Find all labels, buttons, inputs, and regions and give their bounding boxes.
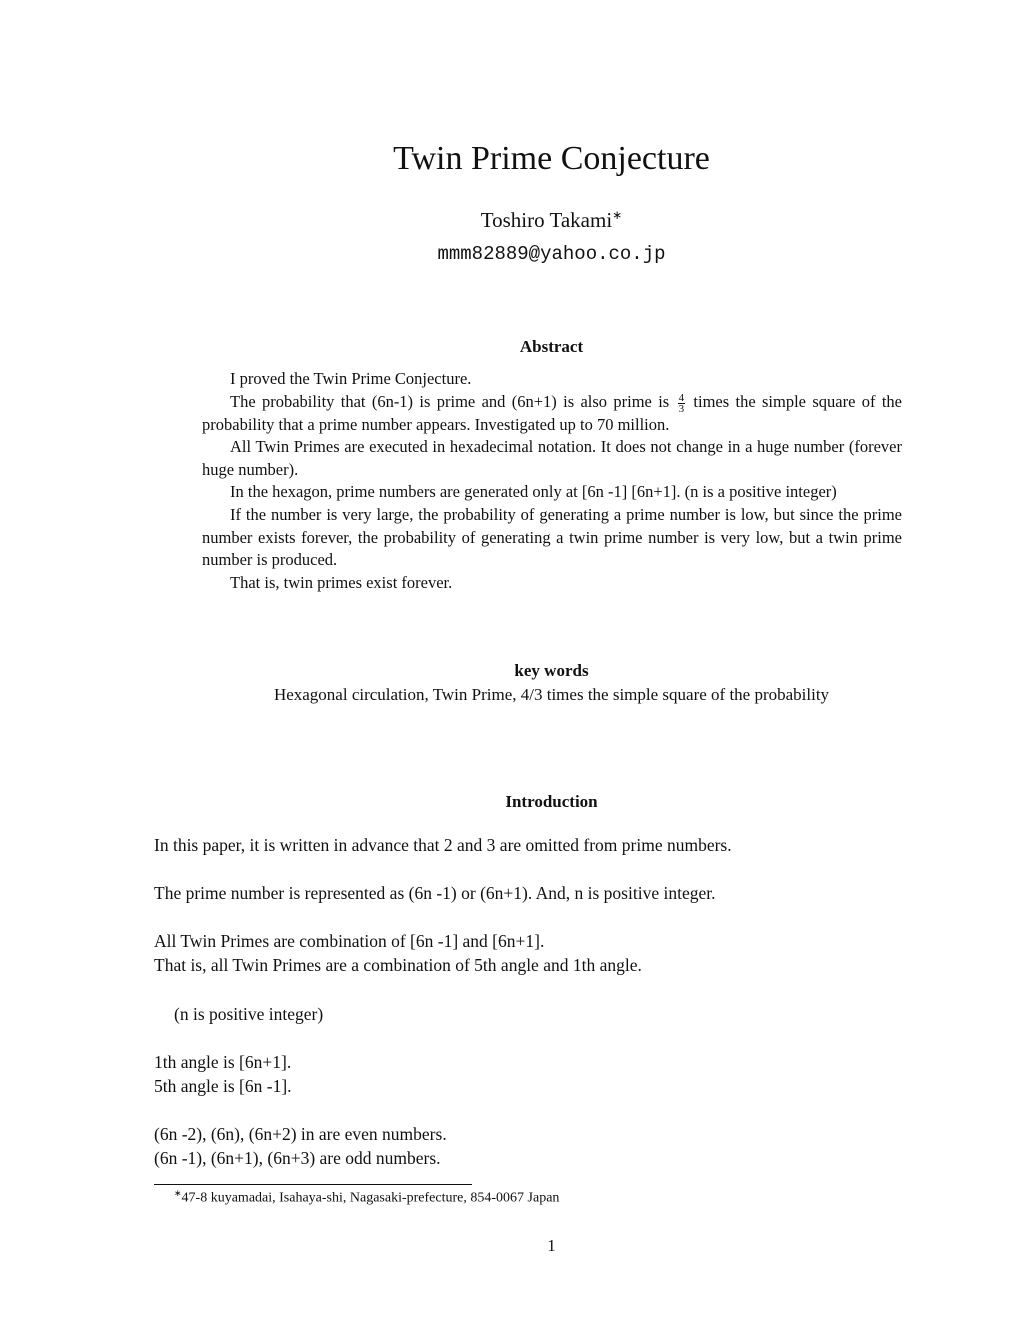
author-email: mmm82889@yahoo.co.jp <box>437 243 666 265</box>
abstract-paragraph: All Twin Primes are executed in hexadecimal notation. It does not change in a huge number (forever huge number). <box>202 437 902 479</box>
footnote-rule <box>154 1184 472 1185</box>
intro-line: 1th angle is [6n+1]. <box>154 1052 292 1072</box>
abstract-paragraph: I proved the Twin Prime Conjecture. <box>230 369 472 388</box>
keywords-heading: key words <box>514 661 589 680</box>
fraction-denominator: 3 <box>678 402 685 415</box>
paper-title: Twin Prime Conjecture <box>393 140 710 177</box>
intro-line: (6n -1), (6n+1), (6n+3) are odd numbers. <box>154 1148 441 1168</box>
abstract-paragraph: In the hexagon, prime numbers are generated only at [6n -1] [6n+1]. (n is a positive integer) <box>230 482 837 502</box>
intro-line: The prime number is represented as (6n -1) or (6n+1). And, n is positive integer. <box>154 883 716 903</box>
intro-line: In this paper, it is written in advance that 2 and 3 are omitted from prime numbers. <box>154 835 732 855</box>
fraction-numerator: 4 <box>678 391 685 404</box>
intro-line: (n is positive integer) <box>174 1004 324 1024</box>
footnote-text: 47-8 kuyamadai, Isahaya-shi, Nagasaki-prefecture, 854-0067 Japan <box>181 1190 560 1206</box>
abstract-text: times the simple square of the probability that a prime number appears. Investigated up to 70 million. <box>202 391 902 434</box>
intro-line: 5th angle is [6n -1]. <box>154 1076 292 1096</box>
author-line <box>0 208 1020 233</box>
abstract-body <box>202 368 902 594</box>
footnote <box>174 1188 559 1207</box>
keywords-text: Hexagonal circulation, Twin Prime, 4/3 times the simple square of the probability <box>273 685 830 704</box>
page-number: 1 <box>547 1236 556 1255</box>
intro-line: That is, all Twin Primes are a combination of 5th angle and 1th angle. <box>154 955 642 975</box>
abstract-paragraph: That is, twin primes exist forever. <box>230 572 453 592</box>
abstract-text: The probability that (6n-1) is prime and (6n+1) is also prime is <box>230 391 670 411</box>
intro-line: (6n -2), (6n), (6n+2) in are even numbers. <box>154 1124 447 1144</box>
abstract-paragraph <box>202 391 902 437</box>
author-footnote-mark: ∗ <box>612 208 623 222</box>
introduction-heading: Introduction <box>505 792 598 811</box>
author-name: Toshiro Takami <box>480 208 613 232</box>
fraction-four-thirds <box>678 393 686 414</box>
abstract-paragraph: If the number is very large, the probability of generating a prime number is low, but since the prime number exists forever, the probability of generating a twin prime number is very low, but a twin prime number is produced. <box>202 504 902 570</box>
intro-line: All Twin Primes are combination of [6n -1] and [6n+1]. <box>154 931 545 951</box>
abstract-heading: Abstract <box>519 337 584 356</box>
footnote-mark: ∗ <box>174 1188 182 1198</box>
